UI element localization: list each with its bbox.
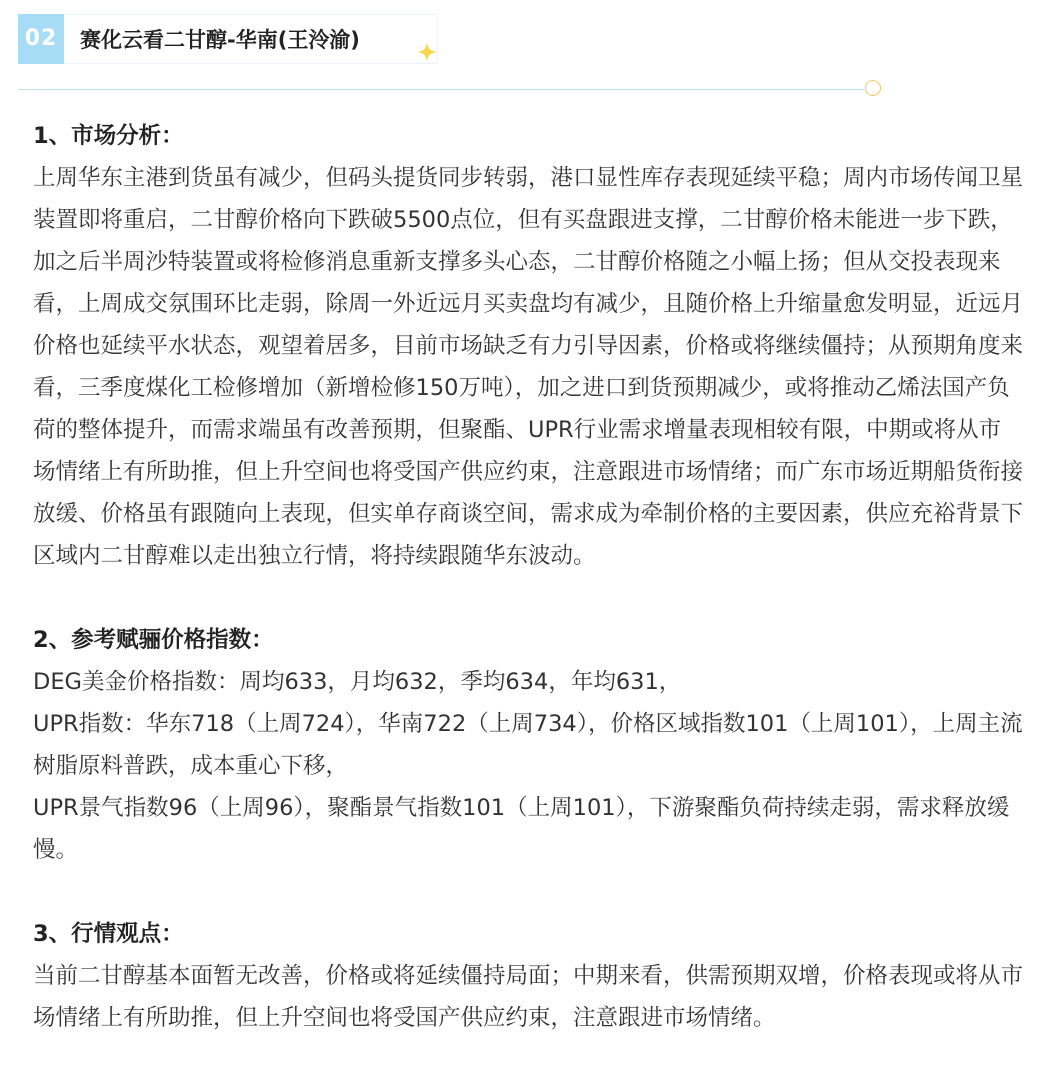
divider-line [18, 89, 864, 90]
section-number-badge: 02 [18, 14, 64, 64]
index-line-upr: UPR指数：华东718（上周724），华南722（上周734），价格区域指数101（上周101），上周主流树脂原料普跌，成本重心下移， [33, 711, 1023, 779]
section-title-box [64, 14, 438, 64]
index-line-deg: DEG美金价格指数：周均633，月均632，季均634，年均631， [33, 669, 682, 695]
section-header [18, 14, 438, 64]
section-1-body: 上周华东主港到货虽有减少，但码头提货同步转弱，港口显性库存表现延续平稳；周内市场传闻卫星装置即将重启，二甘醇价格向下跌破5500点位，但有买盘跟进支撑，二甘醇价格未能进一步下跌，加之后半周沙特装置或将检修消息重新支撑多头心态，二甘醇价格随之小幅上扬；但从交投表现来看，上周成交氛围环比走弱，除周一外近远月买卖盘均有减少，且随价格上升缩量愈发明显，近远月价格也延续平水状态，观望着居多，目前市场缺乏有力引导因素，价格或将继续僵持；从预期角度来看，三季度煤化工检修增加（新增检修150万吨），加之进口到货预期减少，或将推动乙烯法国产负荷的整体提升，而需求端虽有改善预期，但聚酯、UPR行业需求增量表现相较有限，中期或将从市场情绪上有所助推，但上升空间也将受国产供应约束，注意跟进市场情绪；而广东市场近期船货衔接放缓、价格虽有跟随向上表现，但实单存商谈空间，需求成为牵制价格的主要因素，供应充裕背景下区域内二甘醇难以走出独立行情，将持续跟随华东波动。 [33, 165, 1024, 569]
paragraph-gap [33, 871, 1023, 913]
index-line-sentiment: UPR景气指数96（上周96），聚酯景气指数101（上周101），下游聚酯负荷持续走弱，需求释放缓慢。 [33, 795, 1010, 863]
section-1-title: 1、市场分析： [33, 123, 184, 149]
section-3-body: 当前二甘醇基本面暂无改善，价格或将延续僵持局面；中期来看，供需预期双增，价格表现或将从市场情绪上有所助推，但上升空间也将受国产供应约束，注意跟进市场情绪。 [33, 963, 1024, 1031]
section-title: 赛化云看二甘醇-华南(王泠渝) [80, 28, 360, 52]
paragraph-gap [33, 577, 1023, 619]
sparkle-icon [416, 41, 438, 63]
section-3-title: 3、行情观点： [33, 921, 184, 947]
section-2-title: 2、参考赋骊价格指数： [33, 627, 274, 653]
divider-circle-icon [865, 80, 881, 96]
article-content [33, 115, 1023, 1039]
